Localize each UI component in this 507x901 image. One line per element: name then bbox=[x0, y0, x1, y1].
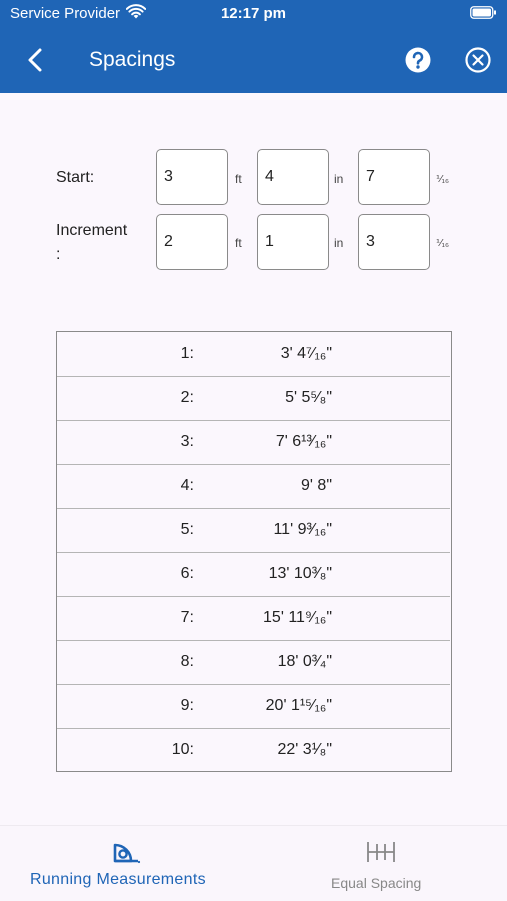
battery-icon bbox=[470, 6, 497, 23]
question-icon bbox=[404, 46, 432, 74]
equal-spacing-icon bbox=[365, 839, 397, 870]
increment-feet-input[interactable]: 2 bbox=[156, 214, 228, 270]
running-measurements-icon bbox=[112, 839, 142, 870]
table-row bbox=[57, 596, 450, 641]
increment-sixteenths-input[interactable]: 3 bbox=[358, 214, 430, 270]
table-row bbox=[57, 728, 450, 772]
row-number: 7: bbox=[180, 609, 194, 626]
start-label: Start: bbox=[56, 169, 95, 186]
back-button[interactable] bbox=[22, 42, 50, 78]
row-number: 5: bbox=[180, 521, 194, 538]
status-bar bbox=[0, 0, 507, 28]
row-value: 7' 6¹³⁄₁₆" bbox=[275, 433, 332, 450]
start-inches-unit: in bbox=[334, 172, 344, 186]
start-feet-input[interactable]: 3 bbox=[156, 149, 228, 205]
row-number: 10: bbox=[171, 741, 194, 758]
row-number: 3: bbox=[180, 433, 194, 450]
row-number: 2: bbox=[180, 389, 194, 406]
app-header bbox=[0, 0, 507, 93]
start-feet-unit: ft bbox=[235, 172, 242, 186]
row-number: 4: bbox=[180, 477, 194, 494]
status-time: 12:17 pm bbox=[220, 5, 287, 22]
start-sixteenths-unit: ⅟₁₆ bbox=[436, 174, 450, 185]
row-value: 15' 11⁹⁄₁₆" bbox=[263, 609, 332, 626]
close-button[interactable] bbox=[464, 46, 492, 79]
increment-label-colon: : bbox=[56, 246, 61, 263]
carrier-label: Service Provider bbox=[10, 5, 121, 22]
close-icon bbox=[464, 46, 492, 74]
tab-bar bbox=[0, 825, 507, 901]
row-value: 20' 1¹⁵⁄₁₆" bbox=[265, 697, 332, 714]
row-value: 18' 0³⁄₄" bbox=[277, 653, 332, 670]
row-number: 9: bbox=[180, 697, 194, 714]
start-sixteenths-input[interactable]: 7 bbox=[358, 149, 430, 205]
table-row bbox=[57, 552, 450, 597]
table-row bbox=[57, 376, 450, 421]
tab-running-measurements[interactable] bbox=[0, 826, 253, 901]
row-value: 13' 10³⁄₈" bbox=[268, 565, 332, 582]
row-value: 9' 8" bbox=[301, 477, 332, 494]
row-value: 5' 5⁵⁄₈" bbox=[285, 389, 332, 406]
table-row bbox=[57, 640, 450, 685]
table-row bbox=[57, 420, 450, 465]
page-title: Spacings bbox=[89, 48, 176, 71]
tab-running-measurements-label: Running Measurements bbox=[30, 871, 206, 888]
chevron-left-icon bbox=[22, 42, 50, 78]
row-number: 8: bbox=[180, 653, 194, 670]
results-table bbox=[56, 331, 452, 772]
row-number: 1: bbox=[180, 345, 194, 362]
row-value: 11' 9³⁄₁₆" bbox=[273, 521, 332, 538]
increment-inches-unit: in bbox=[334, 236, 344, 250]
row-value: 3' 4⁷⁄₁₆" bbox=[280, 345, 332, 362]
increment-inches-input[interactable]: 1 bbox=[257, 214, 329, 270]
increment-feet-unit: ft bbox=[235, 236, 242, 250]
help-button[interactable] bbox=[404, 46, 432, 79]
increment-sixteenths-unit: ⅟₁₆ bbox=[436, 238, 450, 249]
table-row bbox=[57, 508, 450, 553]
row-number: 6: bbox=[180, 565, 194, 582]
tab-equal-spacing-label: Equal Spacing bbox=[331, 875, 422, 891]
increment-label: Increment bbox=[56, 222, 128, 239]
table-row bbox=[57, 684, 450, 729]
table-row bbox=[57, 464, 450, 509]
start-inches-input[interactable]: 4 bbox=[257, 149, 329, 205]
nav-bar bbox=[0, 28, 507, 93]
table-row bbox=[57, 332, 450, 377]
row-value: 22' 3¹⁄₈" bbox=[277, 741, 332, 758]
tab-equal-spacing[interactable] bbox=[253, 826, 507, 901]
